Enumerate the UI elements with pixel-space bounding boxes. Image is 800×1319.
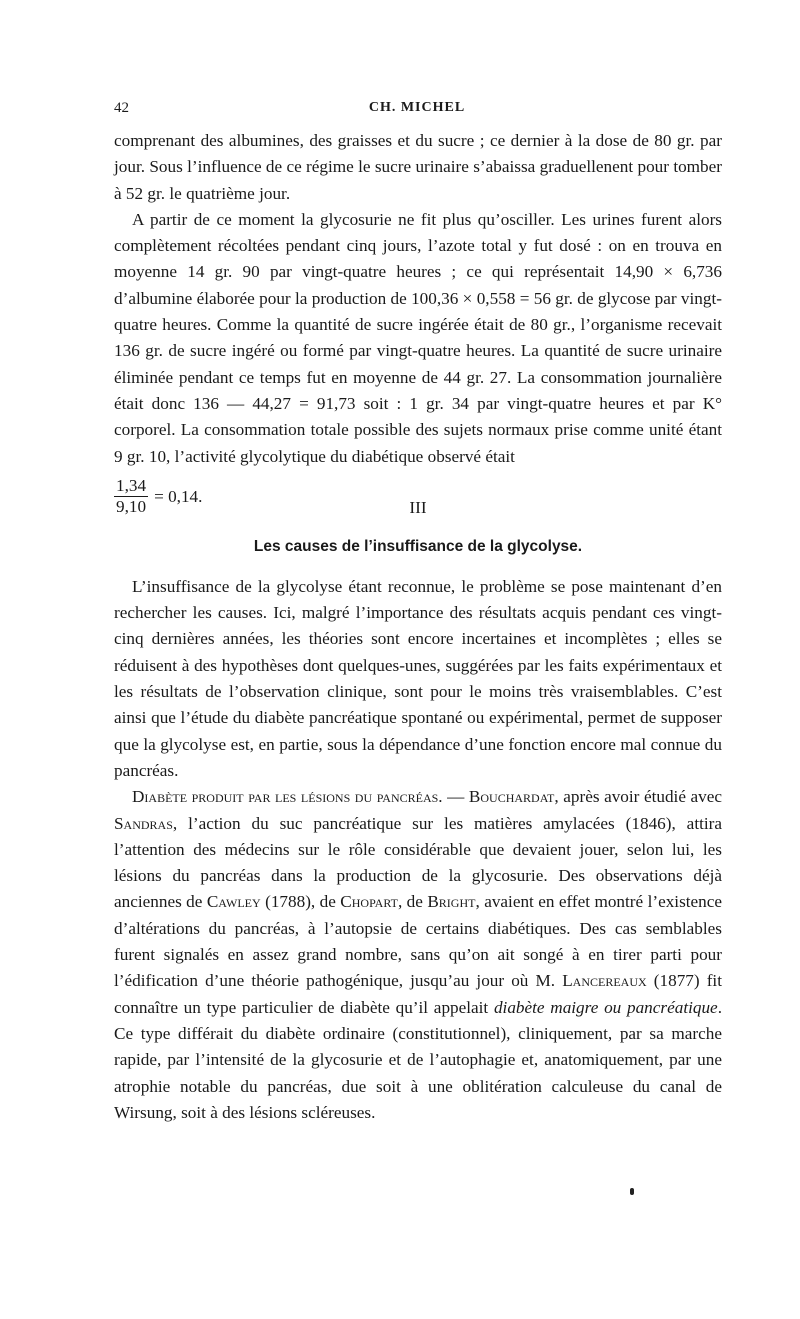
italic-term: diabète maigre ou pancréatique [493, 997, 718, 1017]
author-name: Bright [427, 892, 476, 912]
author-name: Sandras [114, 813, 173, 833]
fraction-numerator: 1,34 [116, 476, 147, 496]
dash: — [442, 787, 469, 807]
running-title: CH. MICHEL [368, 100, 466, 115]
text-run: , après avoir étudié avec [554, 787, 723, 807]
body-text [114, 128, 722, 1126]
author-name: Lancereaux [562, 971, 647, 991]
text-run: , l’action du suc pancréatique sur les matières amylacées (1846), attira l’attention des médecins sur le rôle considérable que devaient jouer, selon lui, les lésions du pancréas dans la production de la glycosurie. Des observations déjà anciennes de [114, 813, 722, 912]
ink-mark [630, 1188, 634, 1195]
paragraph-2: A partir de ce moment la glycosurie ne fit plus qu’osciller. Les urines furent alors complètement récoltées pendant cinq jours, l’azote total y fut dosé : on en trouva en moyenne 14 gr. 90 par vingt-quatre heures ; ce qui représentait 14,90 × 6,736 d’albumine élaborée pour la production de 100,36 × 0,558 = 56 gr. de glycose par vingt-quatre heures. Comme la quantité de sucre ingérée était de 80 gr., l’organisme recevait 136 gr. de sucre ingéré ou formé par vingt-quatre heures. La quantité de sucre urinaire éliminée pendant ce temps fut en moyenne de 44 gr. 27. La consommation journalière était donc 136 — 44,27 = 91,73 soit : 1 gr. 34 par vingt-quatre heures et par K° corporel. La consommation totale possible des sujets normaux prise comme unité étant 9 gr. 10, l’activité glycolytique du diabétique observé était [114, 209, 722, 466]
fraction-denominator: 9,10 [116, 497, 147, 517]
fraction [114, 476, 148, 517]
paragraph-4 [114, 784, 722, 1126]
text-run: (1788), de [260, 892, 341, 912]
page-number: 42 [114, 100, 129, 116]
section-number: III [409, 497, 427, 517]
text-run: . Ce type différait du diabète ordinaire (constitutionnel), cliniquement, par sa marche rapide, par l’intensité de la glycosurie et de l’autophagie et, anatomiquement, par une atrophie notable du pancréas, due soit à une oblitération calculeuse du canal de Wirsung, soit à des lésions scléreuses. [114, 997, 722, 1122]
text-run: , de [397, 892, 428, 912]
paragraph-1: comprenant des albumines, des graisses et du sucre ; ce dernier à la dose de 80 gr. par jour. Sous l’influence de ce régime le sucre urinaire s’abaissa graduellenent pour tomber à 52 gr. le quatrième jour. [114, 131, 722, 203]
author-name: Bouchardat [468, 787, 555, 807]
paragraph-3: L’insuffisance de la glycolyse étant reconnue, le problème se pose maintenant d’en rechercher les causes. Ici, malgré l’importance des résultats acquis pendant ces vingt-cinq dernières années, les théories sont encore incertaines et incomplètes ; elles se réduisent à des hypothèses dont quelques-unes, suggérées par les faits expérimentaux et les résultats de l’observation clinique, sont pour le moins très vraisemblables. C’est ainsi que l’étude du diabète pancréatique spontané ou expérimental, permet de supposer que la glycolyse est, en partie, sous la dépendance d’une fonction encore mal connue du pancréas. [114, 576, 722, 780]
author-name: Cawley [206, 892, 261, 912]
text-run: , avaient en effet montré l’existence d’altérations du pancréas, à l’autopsie de certains diabétiques. Des cas semblables furent signalés en assez grand nombre, sans qu’on ait songé à en tirer parti pour l’édification d’une théorie pathogénique, jusqu’au jour où M. [114, 892, 723, 991]
subsection-lead: Diabète produit par les lésions du pancréas. [132, 787, 443, 807]
text-run: (1877) fit connaître un type particulier de diabète qu’il appelait [114, 971, 722, 1017]
page-header [114, 100, 720, 124]
author-name: Chopart [340, 892, 398, 912]
fraction-result: = 0,14. [154, 486, 203, 506]
section-title: Les causes de l’insuffisance de la glycolyse. [253, 537, 583, 555]
